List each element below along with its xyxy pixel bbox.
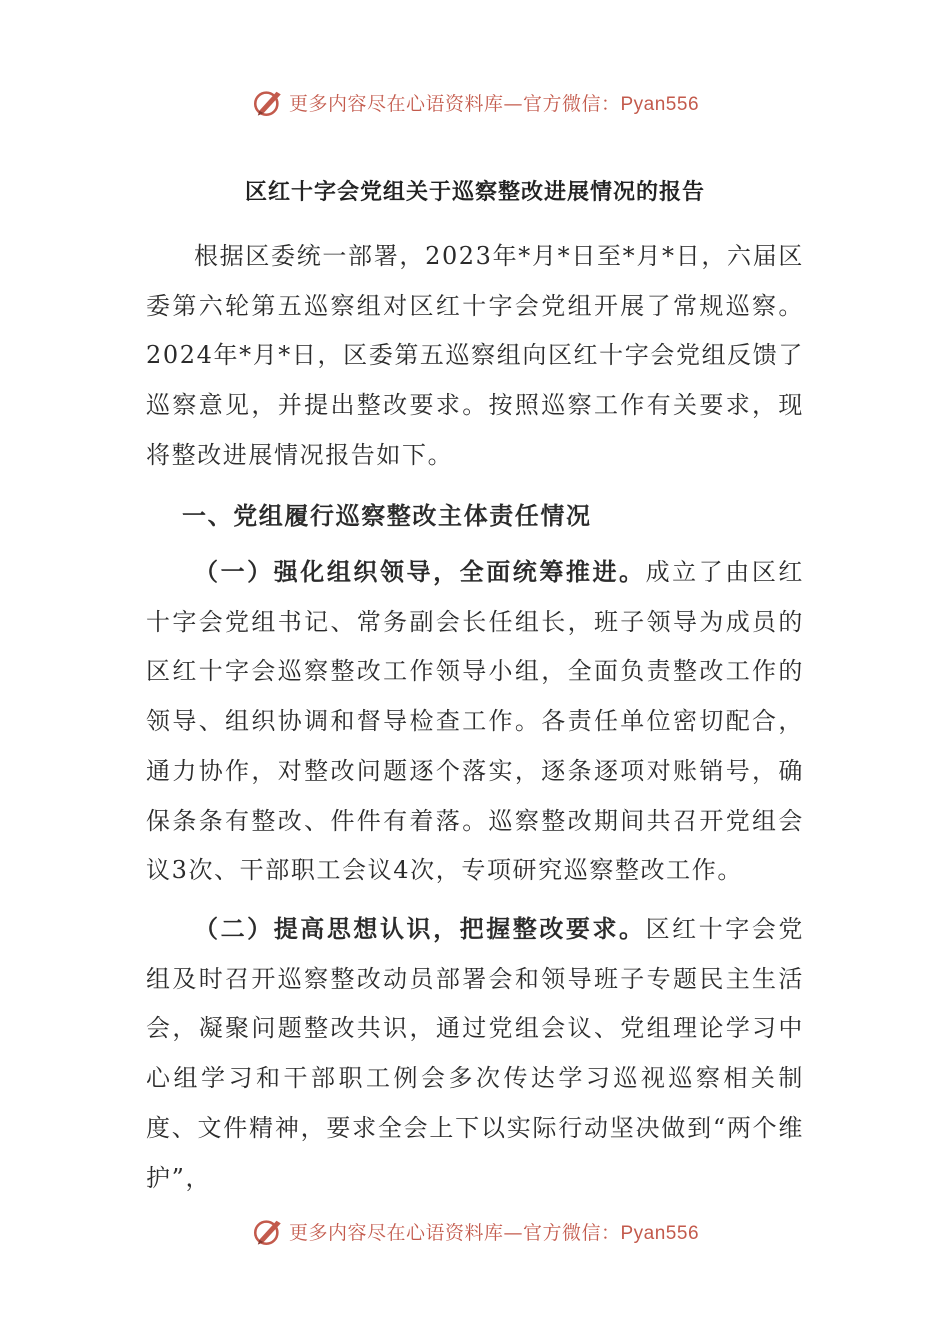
watermark-text: 更多内容尽在心语资料库—官方微信：Pyan556 — [288, 1221, 700, 1244]
section-heading: 一、党组履行巡察整改主体责任情况 — [182, 502, 592, 530]
item2-block — [146, 905, 804, 1203]
watermark-footer — [0, 1211, 950, 1251]
item1-paragraph — [146, 548, 804, 896]
watermark-account: Pyan556 — [620, 1222, 700, 1244]
item1-text: 成立了由区红十字会党组书记、常务副会长任组长，班子领导为成员的区红十字会巡察整改工作领导小组，全面负责整改工作的领导、组织协调和督导检查工作。各责任单位密切配合，通力协作，对整改问题逐个落实，逐条逐项对账销号，确保条条有整改、件件有着落。巡察整改期间共召开党组会议3次、干部职工会议4次，专项研究巡察整改工作。 — [146, 558, 804, 885]
document-title: 区红十字会党组关于巡察整改进展情况的报告 — [244, 180, 705, 205]
watermark-account: Pyan556 — [620, 93, 700, 115]
watermark-header — [0, 82, 950, 122]
item1-block — [146, 548, 804, 896]
item1-lead: （一）强化组织领导，全面统筹推进。 — [194, 558, 646, 586]
item2-text: 区红十字会党组及时召开巡察整改动员部署会和领导班子专题民主生活会，凝聚问题整改共识，通过党组会议、党组理论学习中心组学习和干部职工例会多次传达学习巡视巡察相关制度、文件精神，要求全会上下以实际行动坚决做到“两个维护”， — [146, 915, 804, 1192]
intro-paragraph: 根据区委统一部署，2023年*月*日至*月*日，六届区委第六轮第五巡察组对区红十字会党组开展了常规巡察。2024年*月*日，区委第五巡察组向区红十字会党组反馈了巡察意见，并提出整改要求。按照巡察工作有关要求，现将整改进展情况报告如下。 — [146, 242, 804, 469]
item2-paragraph — [146, 905, 804, 1203]
section-heading-block — [146, 492, 804, 542]
pen-logo-icon — [251, 1214, 285, 1248]
intro-block — [146, 232, 804, 481]
item2-lead: （二）提高思想认识，把握整改要求。 — [194, 915, 646, 943]
watermark-text: 更多内容尽在心语资料库—官方微信：Pyan556 — [288, 92, 700, 115]
pen-logo-icon — [251, 85, 285, 119]
